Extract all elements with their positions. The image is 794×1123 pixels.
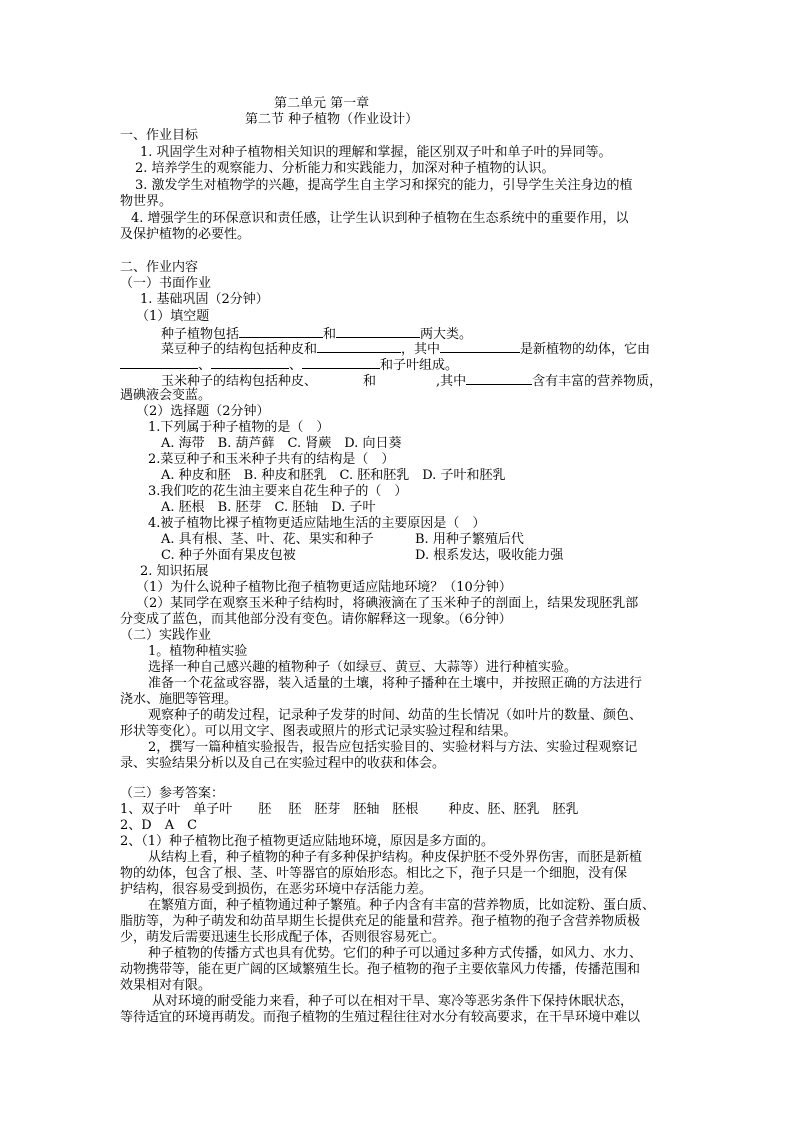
basic-heading: 1. 基础巩固（2分钟）	[140, 292, 269, 307]
expand-question-cont: 分变成了蓝色，而其他部分没有变色。请你解释这一现象。（6分钟）	[120, 612, 512, 627]
fill-text: 菜豆种子的结构包括种皮和	[161, 342, 318, 357]
goal-item: 2. 培养学生的观察能力、分析能力和实践能力，加深对种子植物的认识。	[135, 161, 555, 176]
practice-para: 准备一个花盆或容器，装入适量的土壤，将种子播种在土壤中，并按照正确的方法进行	[148, 676, 643, 691]
answers-heading: （三）参考答案：	[120, 786, 225, 801]
answer-para: 种子植物的传播方式也具有优势。它们的种子可以通过多种方式传播，如风力、水力、	[148, 946, 643, 961]
practice-para: 2，撰写一篇种植实验报告，报告应包括实验目的、实验材料与方法、实验过程观察记	[148, 740, 638, 755]
fill-text: 、	[289, 358, 303, 373]
answer-para-cont: 动物携带等，能在更广阔的区域繁殖生长。孢子植物的孢子主要依靠风力传播，传播范围和	[120, 962, 641, 977]
fill-text: 和子叶组成。	[380, 358, 459, 373]
practice-heading: （二）实践作业	[120, 628, 212, 643]
blank[interactable]	[336, 325, 420, 338]
fill-text: 种子植物包括	[161, 327, 240, 342]
fill-text: 含有丰富的营养物质，	[532, 374, 663, 389]
choice-options: A. 胚根 B. 胚芽 C. 胚轴 D. 子叶	[161, 500, 376, 515]
blank[interactable]	[466, 372, 532, 385]
practice-para: 观察种子的萌发过程，记录种子发芽的时间、幼苗的生长情况（如叶片的数量、颜色、	[148, 708, 643, 723]
blank[interactable]	[211, 356, 289, 369]
fill-text: 和	[363, 374, 377, 389]
fill-text: 和	[323, 327, 337, 342]
choice-question: 2.菜豆种子和玉米种子共有的结构是（ ）	[148, 452, 395, 467]
answer-para-cont: 脂肪等，为种子萌发和幼苗早期生长提供充足的能量和营养。孢子植物的孢子含营养物质极	[120, 914, 641, 929]
practice-sub: 1。植物种植实验	[148, 644, 248, 659]
answer-para-cont: 少，萌发后需要迅速生长形成配子体，否则很容易死亡。	[120, 930, 446, 945]
goal-item: 4. 增强学生的环保意识和责任感，让学生认识到种子植物在生态系统中的重要作用，以	[131, 211, 629, 226]
blank[interactable]	[120, 356, 198, 369]
answer-line: 2、D A C	[120, 818, 198, 833]
blank[interactable]	[302, 356, 380, 369]
blank[interactable]	[317, 340, 401, 353]
fill-question-3	[161, 372, 662, 390]
section-title: 第二节 种子植物（作业设计）	[245, 112, 419, 127]
fill-text: 两大类。	[420, 327, 473, 342]
fill-text: 玉米种子的结构包括种皮、	[161, 374, 318, 389]
answer-line: 1、双子叶 单子叶 胚 胚 胚芽 胚轴 胚根 种皮、胚、胚乳 胚乳	[120, 802, 579, 817]
fill-heading: （1）填空题	[136, 309, 210, 324]
goal-item: 3. 激发学生对植物学的兴趣，提高学生自主学习和探究的能力，引导学生关注身边的植	[135, 178, 633, 193]
choice-option: A. 具有根、茎、叶、花、果实和种子	[161, 532, 374, 547]
choice-question: 3.我们吃的花生油主要来自花生种子的（ ）	[148, 484, 408, 499]
practice-para-cont: 浇水、施肥等管理。	[120, 692, 238, 707]
blank[interactable]	[239, 325, 323, 338]
choice-heading: （2）选择题（2分钟）	[136, 404, 270, 419]
fill-question-3-cont: 遇碘液会变蓝。	[120, 388, 212, 403]
goal-item-cont: 物世界。	[120, 194, 173, 209]
answer-line: 2、（1）种子植物比孢子植物更适应陆地环境，原因是多方面的。	[120, 834, 495, 849]
unit-title: 第二单元 第一章	[274, 96, 370, 111]
choice-option: B. 用种子繁殖后代	[415, 532, 524, 547]
fill-text: 、	[198, 358, 212, 373]
expand-heading: 2. 知识拓展	[140, 564, 209, 579]
choice-question: 4.被子植物比裸子植物更适应陆地生活的主要原因是（ ）	[148, 516, 486, 531]
answer-para-cont: 效果相对有限。	[120, 978, 212, 993]
practice-para-cont: 形状等变化）。可以用文字、图表或照片的形式记录实验过程和结果。	[120, 724, 517, 739]
content-heading: 二、作业内容	[120, 260, 199, 275]
practice-para: 选择一种自己感兴趣的植物种子（如绿豆、黄豆、大蒜等）进行种植实验。	[148, 660, 578, 675]
answer-para: 在繁殖方面，种子植物通过种子繁殖。种子内含有丰富的营养物质，比如淀粉、蛋白质、	[148, 898, 656, 913]
expand-question: （1）为什么说种子植物比孢子植物更适应陆地环境？（10分钟）	[136, 580, 512, 595]
choice-options: A. 种皮和胚 B. 种皮和胚乳 C. 胚和胚乳 D. 子叶和胚乳	[161, 468, 506, 483]
answer-para: 从对环境的耐受能力来看，种子可以在相对干旱、寒冷等恶劣条件下保持休眠状态，	[152, 994, 634, 1009]
practice-para-cont: 录、实验结果分析以及自己在实验过程中的收获和体会。	[120, 756, 446, 771]
choice-options: A. 海带 B. 葫芦藓 C. 肾蕨 D. 向日葵	[161, 436, 402, 451]
answer-para-cont: 物的幼体，包含了根、茎、叶等器官的原始形态。相比之下，孢子只是一个细胞，没有保	[120, 866, 628, 881]
expand-question: （2）某同学在观察玉米种子结构时，将碘液滴在了玉米种子的剖面上，结果发现胚乳部	[136, 596, 639, 611]
fill-text: ,其中	[436, 374, 467, 389]
choice-question: 1.下列属于种子植物的是（ ）	[148, 420, 330, 435]
answer-para-cont: 护结构，很容易受到损伤，在恶劣环境中存活能力差。	[120, 882, 433, 897]
written-heading: （一）书面作业	[120, 276, 212, 291]
goal-item-cont: 及保护植物的必要性。	[120, 227, 251, 242]
choice-option: C. 种子外面有果皮包被	[161, 548, 296, 563]
goals-heading: 一、作业目标	[120, 128, 199, 143]
choice-option: D. 根系发达，吸收能力强	[415, 548, 564, 563]
answer-para: 从结构上看，种子植物的种子有多种保护结构。种皮保护胚不受外界伤害，而胚是新植	[148, 850, 643, 865]
answer-para-cont: 等待适宜的环境再萌发。而孢子植物的生殖过程往往对水分有较高要求，在干旱环境中难以	[120, 1010, 641, 1025]
fill-text: ，其中	[401, 342, 441, 357]
fill-text: 是新植物的幼体，它由	[520, 342, 651, 357]
blank[interactable]	[440, 340, 520, 353]
goal-item: 1. 巩固学生对种子植物相关知识的理解和掌握，能区别双子叶和单子叶的异同等。	[140, 145, 612, 160]
